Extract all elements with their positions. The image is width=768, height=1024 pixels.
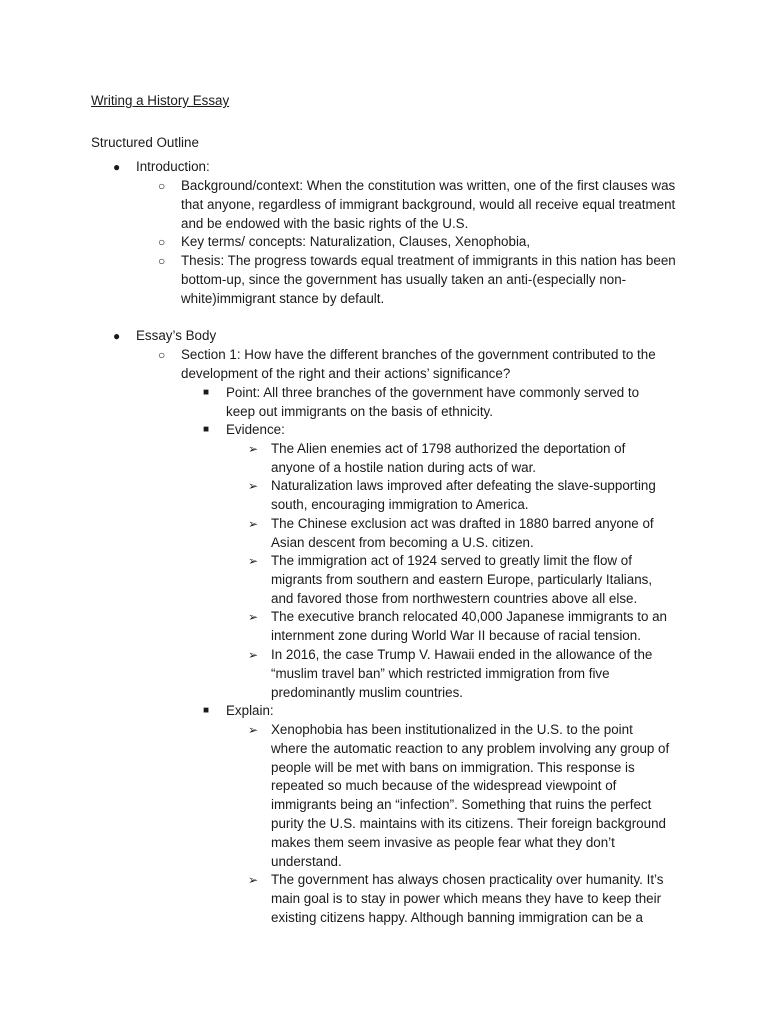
evidence-label: Evidence:: [226, 422, 285, 437]
bullet-circle-icon: ○: [158, 179, 166, 193]
bullet-dot-icon: ●: [113, 329, 121, 343]
bullet-circle-icon: ○: [158, 348, 166, 362]
bullet-arrow-icon: ➢: [248, 648, 259, 662]
bullet-circle-icon: ○: [158, 235, 166, 249]
bullet-circle-icon: ○: [158, 254, 166, 268]
evidence-item: The Chinese exclusion act was drafted in 1880 barred anyone of Asian descent from becoming a U.S. citizen.: [271, 516, 654, 550]
bullet-square-icon: ■: [203, 705, 210, 716]
intro-label: Introduction:: [136, 159, 210, 174]
evidence-item: The immigration act of 1924 served to greatly limit the flow of migrants from southern and eastern Europe, particularly Italians, and favored those from northwestern countries above all else.: [271, 553, 653, 606]
explain-item: The government has always chosen practicality over humanity. It’s main goal is to stay in power which means they have to keep their existing citizens happy. Although banning immigration can be a: [271, 872, 664, 925]
evidence-item: Naturalization laws improved after defeating the slave-supporting south, encouraging immigration to America.: [271, 478, 656, 512]
bullet-arrow-icon: ➢: [248, 517, 259, 531]
explain-label: Explain:: [226, 703, 274, 718]
evidence-item: In 2016, the case Trump V. Hawaii ended in the allowance of the “muslim travel ban” which restricted immigration from five predominantly muslim countries.: [271, 647, 653, 700]
intro-background: Background/context: When the constitution was written, one of the first clauses was that anyone, regardless of immigrant background, would all receive equal treatment and be endowed with the basic rights of the U.S.: [181, 178, 676, 231]
bullet-arrow-icon: ➢: [248, 479, 259, 493]
bullet-arrow-icon: ➢: [248, 873, 259, 887]
evidence-item: The executive branch relocated 40,000 Japanese immigrants to an internment zone during World War II because of racial tension.: [271, 609, 668, 643]
bullet-square-icon: ■: [203, 387, 210, 398]
outline-heading: Structured Outline: [91, 135, 199, 150]
point-text: Point: All three branches of the government have commonly served to keep out immigrants on the basis of ethnicity.: [226, 385, 640, 419]
body-label: Essay’s Body: [136, 328, 217, 343]
intro-key-terms: Key terms/ concepts: Naturalization, Clauses, Xenophobia,: [181, 234, 531, 249]
intro-thesis: Thesis: The progress towards equal treatment of immigrants in this nation has been bottom-up, since the government has usually taken an anti-(especially non-white)immigrant stance by default.: [181, 253, 676, 306]
document-title: Writing a History Essay: [91, 93, 230, 108]
bullet-arrow-icon: ➢: [248, 610, 259, 624]
bullet-arrow-icon: ➢: [248, 554, 259, 568]
bullet-arrow-icon: ➢: [248, 723, 259, 737]
bullet-square-icon: ■: [203, 424, 210, 435]
section-1-question: Section 1: How have the different branches of the government contributed to the development of the right and their actions’ significance?: [181, 347, 656, 381]
bullet-dot-icon: ●: [113, 160, 121, 174]
evidence-item: The Alien enemies act of 1798 authorized the deportation of anyone of a hostile nation during acts of war.: [271, 441, 626, 475]
bullet-arrow-icon: ➢: [248, 442, 259, 456]
explain-item: Xenophobia has been institutionalized in the U.S. to the point where the automatic reaction to any problem involving any group of people will be met with bans on immigration. This response is repeated so much because of the widespread viewpoint of immigrants being an “infection”. Something that ruins the perfect purity the U.S. maintains with its citizens. Their foreign background makes them seem invasive as people fear what they don’t understand.: [271, 722, 670, 869]
